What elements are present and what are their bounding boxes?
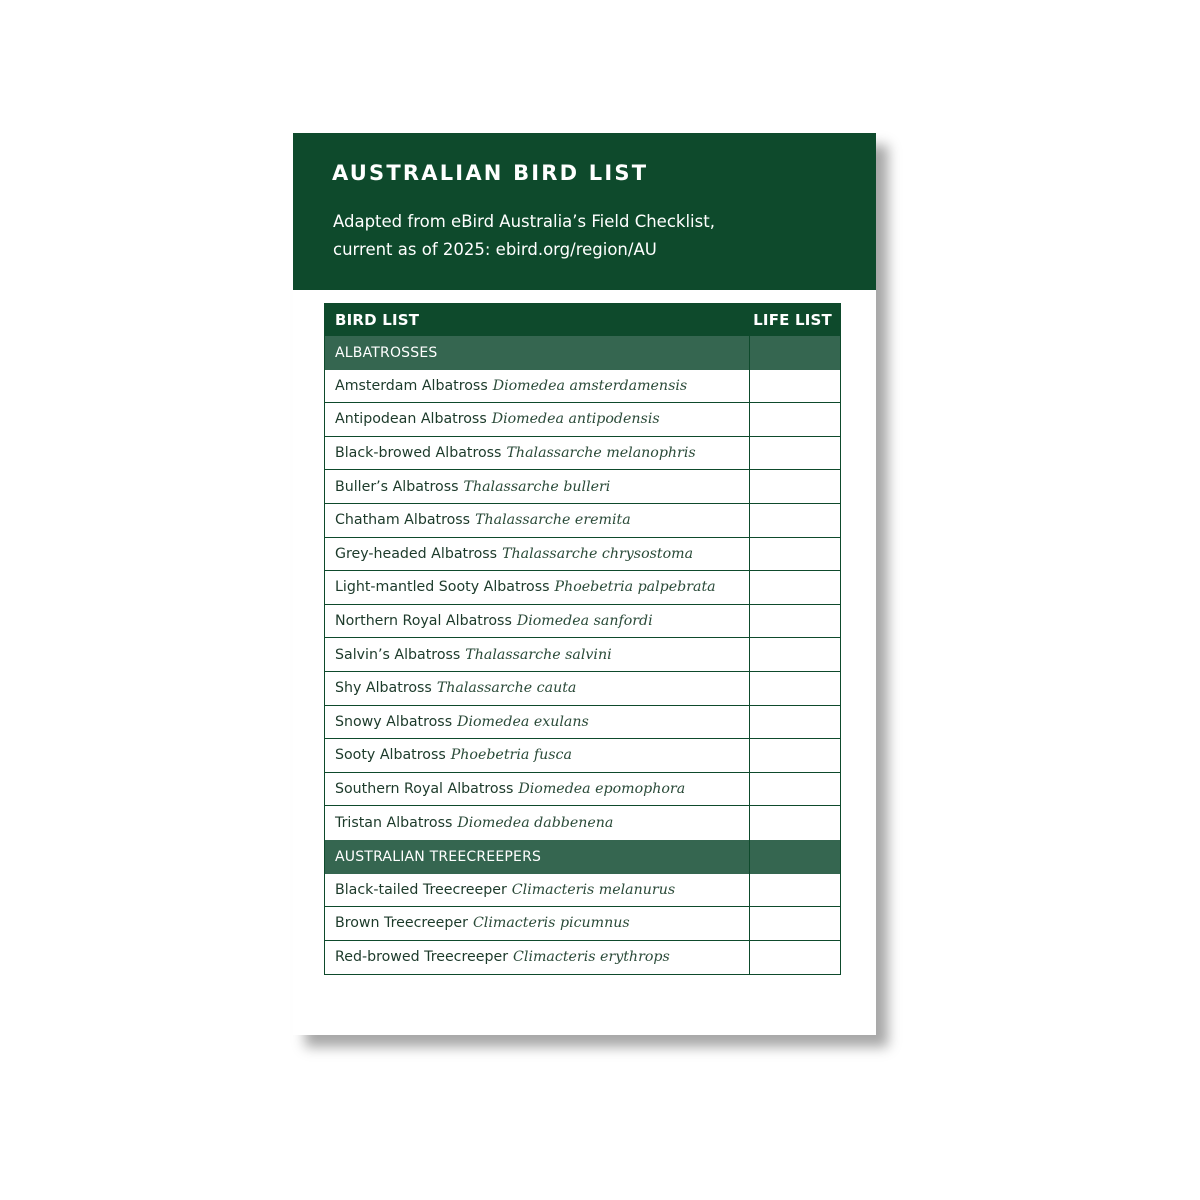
bird-name-cell <box>325 403 749 436</box>
page-title: AUSTRALIAN BIRD LIST <box>332 161 649 185</box>
table-row <box>325 907 840 941</box>
table-row <box>325 571 840 605</box>
scientific-name: Diomedea dabbenena <box>457 815 614 832</box>
scientific-name: Phoebetria palpebrata <box>554 579 716 596</box>
page-subtitle <box>333 208 715 264</box>
bird-name-cell <box>325 571 749 604</box>
common-name: Southern Royal Albatross <box>335 781 514 798</box>
life-list-checkbox[interactable] <box>749 538 840 571</box>
life-list-checkbox[interactable] <box>749 437 840 470</box>
common-name: Salvin’s Albatross <box>335 646 461 663</box>
bird-name-cell <box>325 907 749 940</box>
life-list-checkbox[interactable] <box>749 773 840 806</box>
common-name: Buller’s Albatross <box>335 478 459 495</box>
life-list-checkbox[interactable] <box>749 706 840 739</box>
scientific-name: Diomedea sanfordi <box>516 613 653 630</box>
bird-name-cell <box>325 941 749 975</box>
subtitle-line-1: Adapted from eBird Australia’s Field Checklist, <box>333 212 715 231</box>
checklist-card <box>293 133 876 1035</box>
life-list-checkbox[interactable] <box>749 605 840 638</box>
bird-name-cell <box>325 504 749 537</box>
section-name-cell <box>325 336 749 370</box>
common-name: Red-browed Treecreeper <box>335 949 509 966</box>
table-row <box>325 437 840 471</box>
life-list-checkbox[interactable] <box>749 504 840 537</box>
common-name: Grey-headed Albatross <box>335 545 498 562</box>
life-list-checkbox[interactable] <box>749 370 840 403</box>
table-row <box>325 773 840 807</box>
life-list-checkbox[interactable] <box>749 941 840 975</box>
common-name: Northern Royal Albatross <box>335 613 512 630</box>
bird-name-cell <box>325 370 749 403</box>
common-name: Sooty Albatross <box>335 747 446 764</box>
scientific-name: Diomedea antipodensis <box>491 411 660 428</box>
section-name: AUSTRALIAN TREECREEPERS <box>335 848 542 865</box>
common-name: Black-browed Albatross <box>335 445 502 462</box>
common-name: Antipodean Albatross <box>335 411 487 428</box>
table-body <box>325 336 840 974</box>
life-list-checkbox[interactable] <box>749 739 840 772</box>
bird-name-cell <box>325 739 749 772</box>
scientific-name: Climacteris erythrops <box>513 949 670 966</box>
life-list-checkbox[interactable] <box>749 672 840 705</box>
table-row <box>325 370 840 404</box>
bird-name-cell <box>325 638 749 671</box>
bird-name-cell <box>325 470 749 503</box>
life-list-checkbox[interactable] <box>749 470 840 503</box>
scientific-name: Diomedea epomophora <box>518 781 686 798</box>
bird-name-cell <box>325 773 749 806</box>
life-list-checkbox[interactable] <box>749 806 840 840</box>
table-row <box>325 605 840 639</box>
table-header-row <box>325 303 840 336</box>
common-name: Brown Treecreeper <box>335 915 468 932</box>
common-name: Chatham Albatross <box>335 512 471 529</box>
scientific-name: Diomedea exulans <box>457 713 589 730</box>
common-name: Black-tailed Treecreeper <box>335 881 507 898</box>
table-row <box>325 739 840 773</box>
life-list-column-header <box>749 303 840 336</box>
subtitle-line-2: current as of 2025: ebird.org/region/AU <box>333 240 657 259</box>
table-row <box>325 504 840 538</box>
scientific-name: Thalassarche cauta <box>436 680 577 697</box>
life-list-checkbox[interactable] <box>749 403 840 436</box>
common-name: Light-mantled Sooty Albatross <box>335 579 550 596</box>
bird-name-cell <box>325 672 749 705</box>
scientific-name: Thalassarche eremita <box>475 512 631 529</box>
table-row <box>325 538 840 572</box>
table-row <box>325 874 840 908</box>
section-check-cell <box>749 840 840 874</box>
common-name: Tristan Albatross <box>335 815 453 832</box>
life-list-checkbox[interactable] <box>749 907 840 940</box>
section-name: ALBATROSSES <box>335 344 438 361</box>
scientific-name: Thalassarche chrysostoma <box>502 545 694 562</box>
common-name: Amsterdam Albatross <box>335 377 488 394</box>
scientific-name: Thalassarche melanophris <box>506 445 696 462</box>
bird-table <box>324 303 841 975</box>
table-row <box>325 706 840 740</box>
section-name-cell <box>325 840 749 874</box>
life-list-checkbox[interactable] <box>749 874 840 907</box>
scientific-name: Thalassarche salvini <box>465 646 612 663</box>
table-row <box>325 470 840 504</box>
bird-name-cell <box>325 538 749 571</box>
table-row <box>325 806 840 840</box>
bird-name-cell <box>325 437 749 470</box>
table-row <box>325 672 840 706</box>
table-row <box>325 403 840 437</box>
section-row <box>325 336 840 370</box>
life-list-checkbox[interactable] <box>749 638 840 671</box>
bird-list-column-header <box>325 303 749 336</box>
bird-name-cell <box>325 806 749 840</box>
scientific-name: Climacteris picumnus <box>472 915 630 932</box>
bird-name-cell <box>325 706 749 739</box>
life-list-column-label: LIFE LIST <box>753 310 832 329</box>
card-header <box>293 133 876 290</box>
table-row <box>325 941 840 975</box>
scientific-name: Thalassarche bulleri <box>463 478 611 495</box>
section-row <box>325 840 840 874</box>
scientific-name: Phoebetria fusca <box>450 747 572 764</box>
scientific-name: Diomedea amsterdamensis <box>492 377 688 394</box>
common-name: Snowy Albatross <box>335 713 453 730</box>
section-check-cell <box>749 336 840 370</box>
bird-list-column-label: BIRD LIST <box>335 310 420 329</box>
common-name: Shy Albatross <box>335 680 432 697</box>
bird-name-cell <box>325 874 749 907</box>
life-list-checkbox[interactable] <box>749 571 840 604</box>
table-row <box>325 638 840 672</box>
scientific-name: Climacteris melanurus <box>511 881 676 898</box>
bird-name-cell <box>325 605 749 638</box>
